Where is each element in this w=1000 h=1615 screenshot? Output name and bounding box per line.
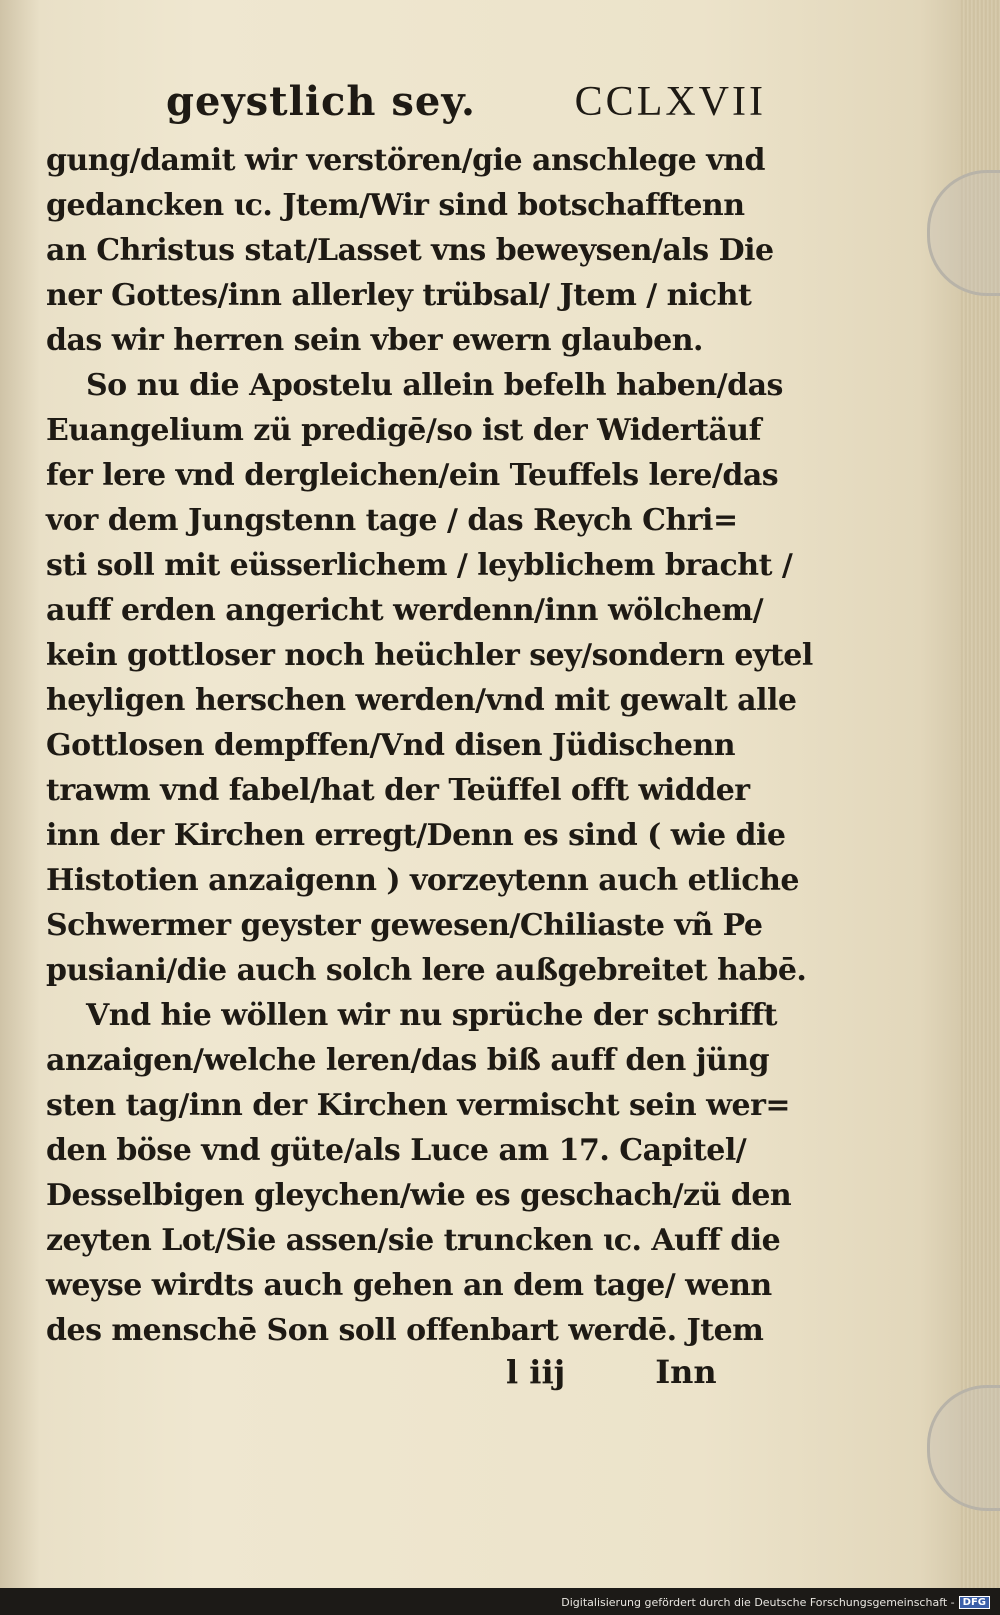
text-line: inn der Kirchen erregt/Denn es sind ( wie die [46, 818, 786, 853]
text-line: So nu die Apostelu allein befelh haben/das [86, 368, 783, 403]
text-line: Desselbigen gleychen/wie es geschach/zü den [46, 1178, 792, 1213]
clasp-top [927, 170, 1000, 296]
folio-number: CCLXVII [574, 79, 766, 125]
text-line: sten tag/inn der Kirchen vermischt sein wer= [46, 1088, 791, 1123]
page-header [46, 78, 766, 138]
text-line: zeyten Lot/Sie assen/sie truncken ɩc. Auff die [46, 1223, 781, 1258]
text-line: trawm vnd fabel/hat der Teüffel offt widder [46, 773, 750, 808]
text-line: gung/damit wir verstören/gie anschlege vnd [46, 143, 765, 178]
text-line: Schwermer geyster gewesen/Chiliaste vñ Pe [46, 908, 763, 943]
text-line: Histotien anzaigenn ) vorzeytenn auch etliche [46, 863, 799, 898]
clasp-bottom [927, 1385, 1000, 1511]
text-line: an Christus stat/Lasset vns beweysen/als Die [46, 233, 774, 268]
text-line: sti soll mit eüsserlichem / leyblichem bracht / [46, 548, 793, 583]
running-title: geystlich sey. [166, 78, 476, 125]
text-line: das wir herren sein vber ewern glauben. [46, 323, 703, 358]
text-line: des menschē Son soll offenbart werdē. Jtem [46, 1313, 764, 1348]
text-line: Gottlosen dempffen/Vnd disen Jüdischenn [46, 728, 736, 763]
text-line: weyse wirdts auch gehen an dem tage/ wenn [46, 1268, 772, 1303]
text-line: auff erden angericht werdenn/inn wölchem/ [46, 593, 764, 628]
text-line: fer lere vnd dergleichen/ein Teuffels lere/das [46, 458, 779, 493]
body-text [46, 138, 813, 1353]
text-line: Vnd hie wöllen wir nu sprüche der schrifft [86, 998, 778, 1033]
text-line: ner Gottes/inn allerley trübsal/ Jtem / nicht [46, 278, 752, 313]
signature-mark: l iij [506, 1353, 566, 1391]
text-line: den böse vnd güte/als Luce am 17. Capitel/ [46, 1133, 747, 1168]
text-line: pusiani/die auch solch lere außgebreitet habē. [46, 953, 807, 988]
text-line: Euangelium zü predigē/so ist der Widertäuf [46, 413, 762, 448]
text-block [46, 78, 813, 1399]
catchword: Inn [655, 1353, 717, 1391]
digitization-credit [561, 1596, 990, 1609]
text-line: vor dem Jungstenn tage / das Reych Chri= [46, 503, 738, 538]
text-line: anzaigen/welche leren/das biß auff den jüng [46, 1043, 770, 1078]
credit-text: Digitalisierung gefördert durch die Deutsche Forschungsgemeinschaft - [561, 1596, 955, 1609]
text-line: heyligen herschen werden/vnd mit gewalt alle [46, 683, 797, 718]
text-line: gedancken ɩc. Jtem/Wir sind botschafftenn [46, 188, 745, 223]
dfg-logo: DFG [959, 1596, 990, 1609]
page-footer [46, 1353, 766, 1399]
text-line: kein gottloser noch heüchler sey/sondern eytel [46, 638, 813, 673]
